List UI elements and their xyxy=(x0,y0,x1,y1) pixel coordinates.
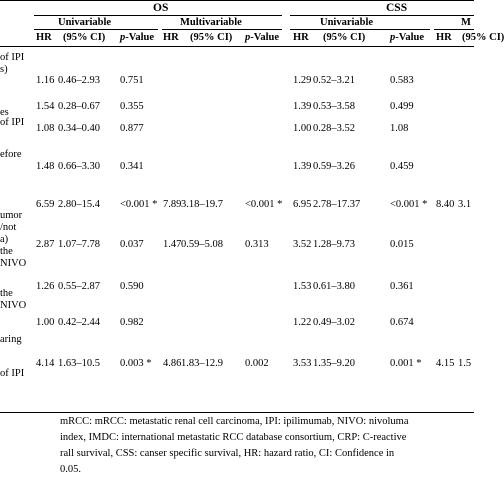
cell-css-uni-hr: 1.39 xyxy=(293,161,312,172)
row-label: of IPI xyxy=(0,117,25,128)
col-ci-os-multi: (95% CI) xyxy=(190,32,233,43)
cell-os-uni-hr: 1.00 xyxy=(36,317,55,328)
cell-os-uni-p: 0.590 xyxy=(120,281,144,292)
cell-os-uni-ci: 0.66–3.30 xyxy=(58,161,100,172)
row-label: NIVO xyxy=(0,300,27,311)
os-uni-rule xyxy=(34,29,158,30)
col-p-os-uni: p-Value xyxy=(120,32,155,43)
cell-css-uni-ci: 0.53–3.58 xyxy=(313,101,355,112)
header-css: CSS xyxy=(386,2,408,14)
cell-os-uni-ci: 0.34–0.40 xyxy=(58,123,100,134)
cell-os-uni-hr: 1.16 xyxy=(36,75,55,86)
cell-os-uni-ci: 1.63–10.5 xyxy=(58,358,100,369)
cell-css-uni-p: 0.459 xyxy=(390,161,414,172)
cell-css-multi-hr: 8.40 xyxy=(436,199,455,210)
cell-css-uni-p: 0.001 * xyxy=(390,358,422,369)
cell-os-uni-p: <0.001 * xyxy=(120,199,158,210)
row-label: umor xyxy=(0,210,23,221)
cell-css-uni-hr: 1.29 xyxy=(293,75,312,86)
header-css-univariable: Univariable xyxy=(320,17,374,28)
row-label: efore xyxy=(0,149,22,160)
cell-os-uni-p: 0.877 xyxy=(120,123,144,134)
cell-os-multi-ci: 0.59–5.08 xyxy=(181,239,223,250)
cell-os-uni-ci: 0.28–0.67 xyxy=(58,101,100,112)
cell-os-uni-hr: 2.87 xyxy=(36,239,55,250)
header-os-univariable: Univariable xyxy=(58,17,112,28)
css-group-rule xyxy=(290,15,474,16)
col-ci-css-uni: (95% CI) xyxy=(323,32,366,43)
cell-os-uni-p: 0.003 * xyxy=(120,358,152,369)
cell-os-multi-p: 0.313 xyxy=(245,239,269,250)
col-p-os-multi: p-Value xyxy=(245,32,280,43)
os-group-rule xyxy=(34,15,282,16)
cell-os-uni-hr: 1.26 xyxy=(36,281,55,292)
cell-os-uni-p: 0.355 xyxy=(120,101,144,112)
cell-os-multi-hr: 1.47 xyxy=(163,239,182,250)
cell-os-uni-ci: 0.46–2.93 xyxy=(58,75,100,86)
cell-css-uni-ci: 0.61–3.80 xyxy=(313,281,355,292)
cell-os-uni-ci: 0.55–2.87 xyxy=(58,281,100,292)
cell-css-uni-hr: 1.53 xyxy=(293,281,312,292)
row-label: a) xyxy=(0,234,9,245)
table-footnote xyxy=(60,414,480,478)
cell-os-uni-hr: 1.48 xyxy=(36,161,55,172)
cell-os-uni-ci: 1.07–7.78 xyxy=(58,239,100,250)
row-label: NIVO xyxy=(0,258,27,269)
cell-css-multi-ci: 1.5 xyxy=(458,358,472,369)
row-label: /not xyxy=(0,222,17,233)
cell-css-multi-hr: 4.15 xyxy=(436,358,455,369)
col-hr-css-multi: HR xyxy=(436,32,452,43)
cell-os-multi-p: <0.001 * xyxy=(245,199,283,210)
row-label: the xyxy=(0,288,13,299)
cell-css-uni-hr: 3.53 xyxy=(293,358,312,369)
footnote-line: mRCC: mRCC: metastatic renal cell carcinoma, IPI: ipilimumab, NIVO: nivoluma xyxy=(60,416,409,427)
table-bottom-rule xyxy=(0,412,474,413)
cell-css-uni-ci: 0.59–3.26 xyxy=(313,161,355,172)
cell-os-uni-p: 0.982 xyxy=(120,317,144,328)
cell-css-uni-p: 0.674 xyxy=(390,317,414,328)
cell-css-uni-hr: 3.52 xyxy=(293,239,312,250)
cell-css-uni-p: 1.08 xyxy=(390,123,409,134)
cell-os-uni-hr: 1.54 xyxy=(36,101,55,112)
cell-css-multi-ci: 3.1 xyxy=(458,199,472,210)
cell-os-uni-ci: 2.80–15.4 xyxy=(58,199,100,210)
cell-os-multi-hr: 4.86 xyxy=(163,358,182,369)
row-label: s) xyxy=(0,64,8,75)
col-hr-css-uni: HR xyxy=(293,32,309,43)
cell-os-multi-ci: 1.83–12.9 xyxy=(181,358,223,369)
cell-css-uni-ci: 0.28–3.52 xyxy=(313,123,355,134)
cell-css-uni-hr: 1.00 xyxy=(293,123,312,134)
row-label: of IPI xyxy=(0,368,25,379)
cell-css-uni-ci: 0.52–3.21 xyxy=(313,75,355,86)
col-hr-os-multi: HR xyxy=(163,32,179,43)
cell-css-uni-p: 0.015 xyxy=(390,239,414,250)
cell-css-uni-p: 0.361 xyxy=(390,281,414,292)
cell-css-uni-hr: 1.39 xyxy=(293,101,312,112)
header-multi-css-cut: M xyxy=(461,17,471,28)
footnote-line: rall survival, CSS: canser specific survival, HR: hazard ratio, CI: Confidence in xyxy=(60,448,395,459)
cell-os-uni-p: 0.037 xyxy=(120,239,144,250)
cell-css-uni-ci: 0.49–3.02 xyxy=(313,317,355,328)
cell-css-uni-ci: 2.78–17.37 xyxy=(313,199,361,210)
footnote-line: index, IMDC: international metastatic RCC database consortium, CRP: C-reactive xyxy=(60,432,407,443)
cell-css-uni-p: 0.583 xyxy=(390,75,414,86)
css-uni-rule xyxy=(290,29,430,30)
cell-os-multi-ci: 3.18–19.7 xyxy=(181,199,223,210)
cell-os-uni-p: 0.751 xyxy=(120,75,144,86)
cell-os-multi-hr: 7.89 xyxy=(163,199,182,210)
cell-css-uni-hr: 1.22 xyxy=(293,317,312,328)
css-multi-rule xyxy=(434,29,474,30)
cell-css-uni-ci: 1.35–9.20 xyxy=(313,358,355,369)
row-label: of IPI xyxy=(0,52,25,63)
col-ci-os-uni: (95% CI) xyxy=(63,32,106,43)
cell-css-uni-p: 0.499 xyxy=(390,101,414,112)
header-bottom-rule xyxy=(0,46,474,47)
table-top-rule xyxy=(0,0,474,1)
cell-os-uni-ci: 0.42–2.44 xyxy=(58,317,100,328)
cell-os-uni-p: 0.341 xyxy=(120,161,144,172)
cell-css-uni-p: <0.001 * xyxy=(390,199,428,210)
col-p-css-uni: p-Value xyxy=(390,32,425,43)
cell-css-uni-hr: 6.95 xyxy=(293,199,312,210)
cell-css-uni-ci: 1.28–9.73 xyxy=(313,239,355,250)
row-label: aring xyxy=(0,334,22,345)
cell-os-uni-hr: 4.14 xyxy=(36,358,55,369)
header-os: OS xyxy=(153,2,169,14)
footnote-line: 0.05. xyxy=(60,464,81,475)
os-multi-rule xyxy=(162,29,282,30)
header-variables-cut: es xyxy=(0,107,9,118)
col-hr-os-uni: HR xyxy=(36,32,52,43)
cell-os-uni-hr: 6.59 xyxy=(36,199,55,210)
row-label: the xyxy=(0,246,13,257)
header-os-multivariable: Multivariable xyxy=(180,17,242,28)
cell-os-multi-p: 0.002 xyxy=(245,358,269,369)
col-ci-css-multi: (95% CI) xyxy=(462,32,504,43)
cell-os-uni-hr: 1.08 xyxy=(36,123,55,134)
